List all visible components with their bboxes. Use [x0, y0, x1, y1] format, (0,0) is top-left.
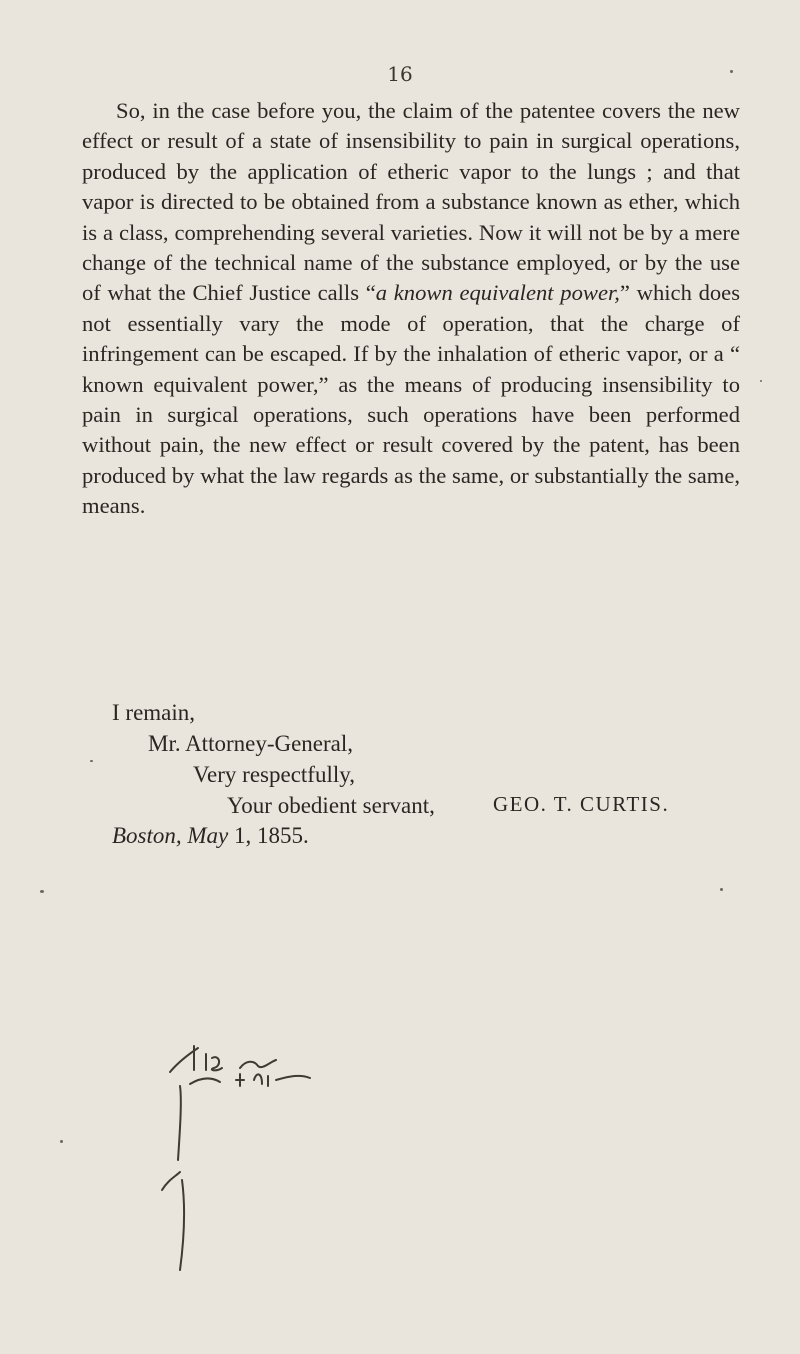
quoted-emphasis: a known equivalent power, — [375, 280, 620, 306]
page-number: 16 — [387, 62, 413, 86]
closing-line-addressee: Mr. Attorney-General, — [148, 731, 354, 756]
paragraph-text — [82, 96, 740, 522]
closing-line-remain: I remain, — [112, 700, 196, 725]
paper-speck — [730, 70, 733, 73]
paper-speck — [760, 380, 762, 382]
paper-speck — [90, 760, 93, 762]
body-paragraph — [82, 96, 740, 522]
closing-line-respectfully: Very respectfully, — [193, 762, 355, 787]
paper-speck — [40, 890, 44, 893]
place-label: Boston, May — [112, 823, 229, 848]
handwritten-annotation-icon — [150, 1040, 350, 1280]
closing-line-servant: Your obedient servant, — [227, 793, 435, 818]
date-text: 1, 1855. — [228, 823, 309, 848]
paper-speck — [60, 1140, 63, 1143]
place-date — [112, 823, 309, 849]
signature: GEO. T. CURTIS. — [493, 792, 670, 816]
paragraph-part-2: ” which does not essentially vary the mode of operation, that the charge of infringement can be escaped. If by the inhalation of etheric vapor, or a “ known equivalent power,” as the means of producing insensibility to pain in surgical operations, such operations have been performed without pain, the new effect or result covered by the patent, has been produced by what the law regards as the same, or substantially the same, means. — [82, 280, 740, 519]
paragraph-part-1: So, in the case before you, the claim of the patentee covers the new effect or result of a state of insensibility to pain in surgical operations, produced by the application of etheric vapor to the lungs ; and that vapor is directed to be obtained from a substance known as ether, which is a class, comprehending several varieties. Now it will not be by a mere change of the technical name of the substance employed, or by the use of what the Chief Justice calls “ — [82, 98, 740, 306]
paper-speck — [720, 888, 723, 891]
